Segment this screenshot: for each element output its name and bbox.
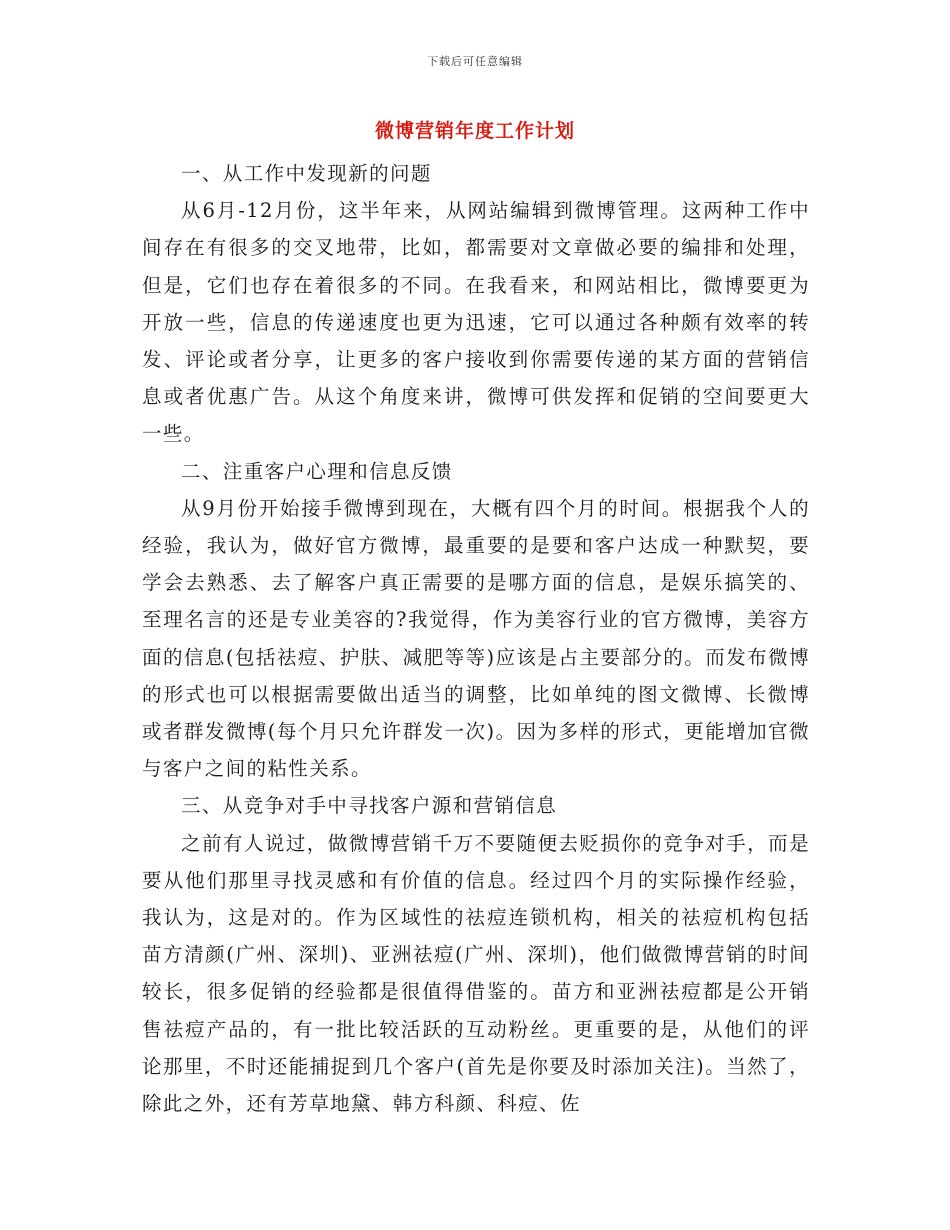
section-heading-2: 二、注重客户心理和信息反馈 bbox=[181, 459, 453, 483]
section-paragraph-1: 从6月-12月份，这半年来，从网站编辑到微博管理。这两种工作中间存在有很多的交叉地带，比如，都需要对文章做必要的编排和处理，但是，它们也存在着很多的不同。在我看来，和网站相比，微博要更为开放一些，信息的传递速度也更为迅速，它可以通过各种颇有效率的转发、评论或者分享，让更多的客户接收到你需要传递的某方面的营销信息或者优惠广告。从这个角度来讲，微博可供发挥和促销的空间要更大一些。 bbox=[142, 199, 810, 446]
section-heading-3: 三、从竞争对手中寻找客户源和营销信息 bbox=[181, 794, 558, 818]
header-note: 下载后可任意编辑 bbox=[427, 55, 523, 68]
section-paragraph-3: 之前有人说过，做微博营销千万不要随便去贬损你的竞争对手，而是要从他们那里寻找灵感和有价值的信息。经过四个月的实际操作经验，我认为，这是对的。作为区域性的祛痘连锁机构，相关的祛痘机构包括苗方清颜(广州、深圳)、亚洲祛痘(广州、深圳)，他们做微博营销的时间较长，很多促销的经验都是很值得借鉴的。苗方和亚洲祛痘都是公开销售祛痘产品的，有一批比较活跃的互动粉丝。更重要的是，从他们的评论那里，不时还能捕捉到几个客户(首先是你要及时添加关注)。当然了，除此之外，还有芳草地黛、韩方科颜、科痘、佐 bbox=[142, 831, 810, 1116]
document-body bbox=[142, 155, 810, 1122]
section-heading-1: 一、从工作中发现新的问题 bbox=[181, 162, 432, 185]
section-paragraph-2: 从9月份开始接手微博到现在，大概有四个月的时间。根据我个人的经验，我认为，做好官方微博，最重要的是要和客户达成一种默契，要学会去熟悉、去了解客户真正需要的是哪方面的信息，是娱乐搞笑的、至理名言的还是专业美容的?我觉得，作为美容行业的官方微博，美容方面的信息(包括祛痘、护肤、减肥等等)应该是占主要部分的。而发布微博的形式也可以根据需要做出适当的调整，比如单纯的图文微博、长微博或者群发微博(每个月只允许群发一次)。因为多样的形式，更能增加官微与客户之间的粘性关系。 bbox=[142, 496, 810, 781]
document-title: 微博营销年度工作计划 bbox=[374, 120, 575, 142]
